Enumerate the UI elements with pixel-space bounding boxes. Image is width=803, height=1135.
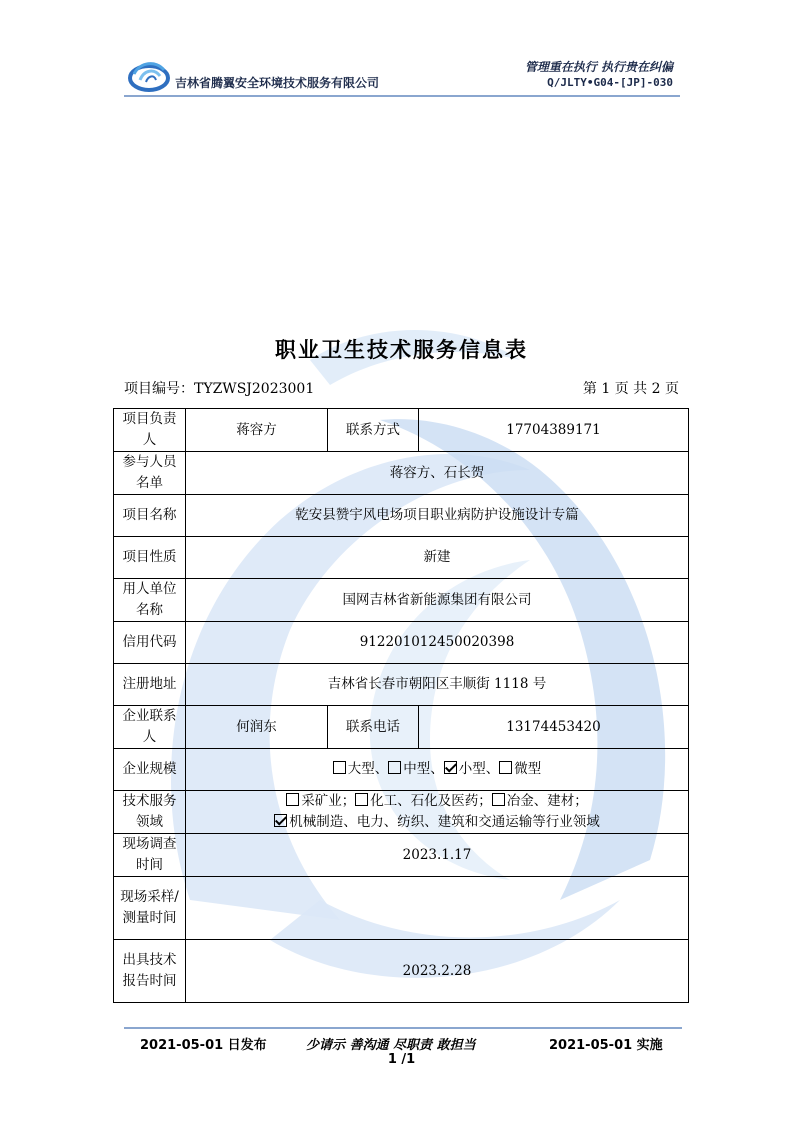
header-slogan: 管理重在执行 执行贵在纠偏 — [524, 60, 673, 74]
table-row — [114, 791, 689, 834]
field-options — [186, 791, 689, 834]
service-info-table — [113, 408, 689, 1003]
table-row — [114, 749, 689, 791]
page-number: 1 /1 — [387, 1052, 416, 1067]
checkbox-icon — [388, 761, 401, 774]
members-value: 蒋容方、石长贺 — [186, 452, 689, 495]
project-name-value: 乾安县赞宇风电场项目职业病防护设施设计专篇 — [186, 495, 689, 537]
members-label: 参与人员名单 — [114, 452, 186, 495]
footer-divider — [124, 1027, 682, 1029]
table-row — [114, 664, 689, 706]
footer-motto: 少请示 善沟通 尽职责 敢担当 — [306, 1038, 476, 1053]
contact-value: 17704389171 — [419, 409, 689, 452]
page-indicator: 第 1 页 共 2 页 — [582, 381, 679, 397]
sampling-value — [186, 877, 689, 940]
scale-option[interactable]: 小型、 — [444, 761, 500, 777]
ent-phone-value: 13174453420 — [419, 706, 689, 749]
table-row — [114, 495, 689, 537]
effective-date: 2021-05-01 实施 — [549, 1038, 663, 1053]
checkbox-icon — [333, 761, 346, 774]
scale-option[interactable]: 大型、 — [333, 761, 389, 777]
table-row — [114, 622, 689, 664]
checkbox-icon — [355, 793, 368, 806]
field-option[interactable]: 化工、石化及医药； — [355, 793, 492, 809]
checkbox-icon — [286, 793, 299, 806]
nature-label: 项目性质 — [114, 537, 186, 579]
scale-options — [186, 749, 689, 791]
report-value: 2023.2.28 — [186, 940, 689, 1003]
table-row — [114, 579, 689, 622]
address-value: 吉林省长春市朝阳区丰顺街 1118 号 — [186, 664, 689, 706]
contact-label: 联系方式 — [328, 409, 419, 452]
employer-label: 用人单位名称 — [114, 579, 186, 622]
company-logo-icon — [128, 56, 170, 92]
address-label: 注册地址 — [114, 664, 186, 706]
table-row — [114, 877, 689, 940]
scale-option[interactable]: 微型 — [499, 761, 541, 777]
ent-contact-label: 企业联系人 — [114, 706, 186, 749]
table-row — [114, 409, 689, 452]
survey-label: 现场调查时间 — [114, 834, 186, 877]
survey-value: 2023.1.17 — [186, 834, 689, 877]
field-option[interactable]: 采矿业； — [286, 793, 355, 809]
employer-value: 国网吉林省新能源集团有限公司 — [186, 579, 689, 622]
header-divider — [124, 95, 680, 97]
nature-value: 新建 — [186, 537, 689, 579]
credit-value: 912201012450020398 — [186, 622, 689, 664]
field-option[interactable]: 冶金、建材； — [492, 793, 588, 809]
project-number: 项目编号：TYZWSJ2023001 — [124, 381, 315, 397]
field-option[interactable]: 机械制造、电力、纺织、建筑和交通运输等行业领域 — [274, 814, 600, 830]
leader-value: 蒋容方 — [186, 409, 328, 452]
ent-contact-value: 何润东 — [186, 706, 328, 749]
checkbox-checked-icon — [274, 814, 287, 827]
checkbox-icon — [499, 761, 512, 774]
table-row — [114, 537, 689, 579]
page-title: 职业卫生技术服务信息表 — [275, 338, 528, 362]
leader-label: 项目负责人 — [114, 409, 186, 452]
document-code: Q/JLTY•G04-[JP]-030 — [547, 76, 673, 89]
table-row — [114, 706, 689, 749]
table-row — [114, 940, 689, 1003]
table-row — [114, 834, 689, 877]
table-row — [114, 452, 689, 495]
scale-option[interactable]: 中型、 — [388, 761, 444, 777]
credit-label: 信用代码 — [114, 622, 186, 664]
scale-label: 企业规模 — [114, 749, 186, 791]
project-name-label: 项目名称 — [114, 495, 186, 537]
checkbox-icon — [492, 793, 505, 806]
field-label: 技术服务领域 — [114, 791, 186, 834]
sampling-label: 现场采样/测量时间 — [114, 877, 186, 940]
checkbox-checked-icon — [444, 761, 457, 774]
ent-phone-label: 联系电话 — [328, 706, 419, 749]
report-label: 出具技术报告时间 — [114, 940, 186, 1003]
company-name: 吉林省腾翼安全环境技术服务有限公司 — [175, 76, 380, 90]
issue-date: 2021-05-01 日发布 — [140, 1038, 267, 1053]
